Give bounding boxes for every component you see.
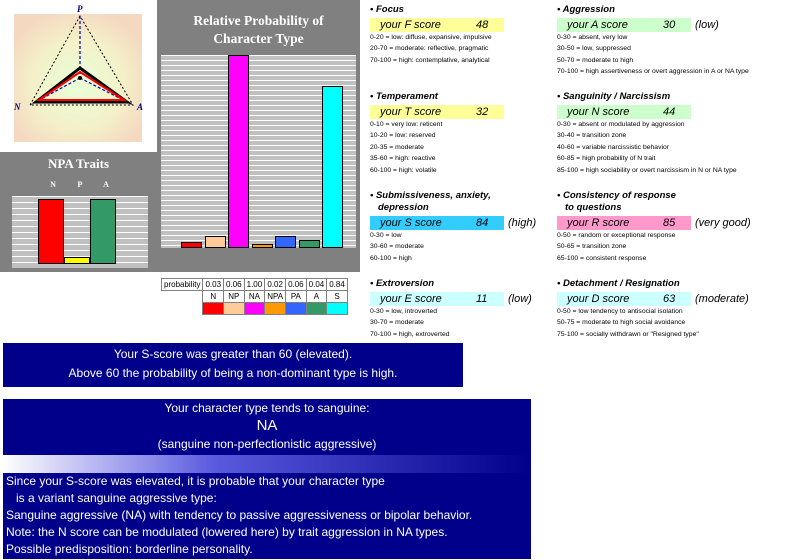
consistency-score-value: 85 <box>663 217 676 229</box>
type-label: NP <box>224 291 245 303</box>
prob-value: 0.06 <box>224 279 245 291</box>
focus-range: 0-20 = low: diffuse, expansive, impulsive <box>370 34 492 41</box>
bar-np <box>205 236 226 248</box>
type-color-swatch <box>244 303 265 315</box>
submissiveness-score-label: your S score <box>380 217 442 229</box>
interpretation-line: Since your S-score was elevated, it is probable that your character type <box>6 474 385 488</box>
sanguinity-block: • Sanguinity / Narcissism your N score 44 0-30 = absent or modulated by aggression 30-40 = transition zone 40-60 = variable narcissistic behavior 60-85 = high probability of N trait 85-100 = high sociability or overt narcissism in N or NA type <box>557 91 737 176</box>
sanguinity-range: 0-30 = absent or modulated by aggression <box>557 121 685 128</box>
submissiveness-block: • Submissiveness, anxiety, depression your S score 84 (high) 0-30 = low 30-60 = moderate 60-100 = high <box>370 190 504 264</box>
extroversion-heading: Extroversion <box>375 278 435 289</box>
npa-traits-plot <box>12 196 148 268</box>
relative-probability-title <box>157 12 360 48</box>
extroversion-score-label: your E score <box>380 293 442 305</box>
temperament-range: 10-20 = low: reserved <box>370 132 436 140</box>
extroversion-range: 30-70 = moderate <box>370 319 424 327</box>
aggression-range: 50-70 = moderate to high <box>557 56 634 64</box>
temperament-heading: Temperament <box>375 91 438 102</box>
submissiveness-heading: Submissiveness, anxiety, <box>375 190 491 201</box>
aggression-range: 30-50 = low, suppressed <box>557 45 631 53</box>
consistency-heading: Consistency of response <box>562 190 676 201</box>
type-row <box>162 291 348 303</box>
consistency-heading-line2: to questions <box>565 202 622 213</box>
interpretation-line: Possible predisposition: borderline personality. <box>6 542 253 556</box>
bar-n <box>181 242 202 248</box>
npa-triangle-panel <box>0 0 157 150</box>
aggression-score-note: (low) <box>695 19 719 31</box>
bar-s <box>322 86 343 248</box>
bar-a <box>299 240 320 248</box>
relative-probability-panel <box>157 0 360 272</box>
interpretation-line: Note: the N score can be modulated (lowered here) by trait aggression in NA types. <box>6 525 448 539</box>
type-label: A <box>306 291 327 303</box>
type-color-swatch <box>224 303 245 315</box>
s-score-result-box <box>3 343 463 387</box>
prob-value: 1.00 <box>244 279 265 291</box>
aggression-heading: Aggression <box>562 4 615 15</box>
npa-bar-a <box>90 199 116 264</box>
aggression-score-bar <box>557 18 719 32</box>
temperament-score-value: 32 <box>476 106 489 118</box>
sanguinity-score-label: your N score <box>567 106 630 118</box>
npa-triangle-chart <box>0 0 157 150</box>
submissiveness-score-value: 84 <box>476 217 489 229</box>
temperament-block: • Temperament your T score 32 0-10 = very low: reticent 10-20 = low: reserved 20-35 = moderate 35-60 = high: reactive 60-100 = high: volatile <box>370 91 504 176</box>
character-type-intro: Your character type tends to sanguine: <box>164 401 370 415</box>
submissiveness-range: 60-100 = high <box>370 254 412 262</box>
type-color-swatch <box>306 303 327 315</box>
interpretation-box <box>3 473 531 559</box>
temperament-range: 60-100 = high: volatile <box>370 166 437 174</box>
aggression-range: 70-100 = high assertiveness or overt aggression in A or NA type <box>557 68 749 76</box>
npa-traits-title: NPA Traits <box>47 156 110 171</box>
prob-value: 0.04 <box>306 279 327 291</box>
relative-probability-title-line1: Relative Probability of <box>193 13 324 28</box>
probability-table <box>161 278 348 315</box>
detachment-heading: Detachment / Resignation <box>562 278 680 289</box>
focus-score-bar <box>370 18 504 32</box>
prob-value: 0.02 <box>265 279 286 291</box>
focus-range: 70-100 = high: contemplative, analytical <box>370 56 490 64</box>
type-color-swatch <box>286 303 307 315</box>
extroversion-score-value: 11 <box>476 293 488 305</box>
type-color-swatch <box>327 303 348 315</box>
detachment-block: • Detachment / Resignation your D score 63 (moderate) 0-50 = low tendency to antisocial isolation 50-75 = moderate to high social avoidance 75-100 = socially withdrawn or "Resigned type" <box>557 278 699 340</box>
s-score-result-line1: Your S-score was greater than 60 (elevated). <box>113 347 353 361</box>
temperament-range: 20-35 = moderate <box>370 143 424 151</box>
detachment-range: 75-100 = socially withdrawn or "Resigned type" <box>557 330 699 338</box>
submissiveness-heading-line2: depression <box>378 202 429 213</box>
extroversion-score-bar <box>370 292 532 306</box>
gradient-divider <box>3 455 531 473</box>
extroversion-range: 70-100 = high, extroverted <box>370 330 450 338</box>
prob-value: 0.84 <box>327 279 348 291</box>
consistency-range: 0-50 = random or exceptional response <box>557 232 676 239</box>
detachment-range: 50-75 = moderate to high social avoidance <box>557 319 686 327</box>
npa-bar-n <box>38 199 64 264</box>
sanguinity-score-bar <box>557 105 691 119</box>
extroversion-range: 0-30 = low, introverted <box>370 308 438 315</box>
extroversion-block: • Extroversion your E score 11 (low) 0-30 = low, introverted 30-70 = moderate 70-100 = high, extroverted <box>370 278 504 340</box>
type-color-swatch <box>265 303 286 315</box>
color-row <box>162 303 348 315</box>
character-type-value: NA <box>256 417 278 434</box>
sanguinity-score-value: 44 <box>663 106 676 118</box>
focus-score-label: your F score <box>380 19 441 31</box>
n-vertex-label: N <box>14 102 21 112</box>
focus-score-value: 48 <box>476 19 489 31</box>
bar-pa <box>275 236 296 248</box>
interpretation-line: Sanguine aggressive (NA) with tendency to passive aggressiveness or bipolar behavior. <box>6 508 473 522</box>
probability-row-label: probability <box>162 279 203 291</box>
npa-label-p: P <box>77 180 83 189</box>
sanguinity-range: 85-100 = high sociability or overt narcissism in N or NA type <box>557 166 737 174</box>
focus-heading: Focus <box>375 4 404 15</box>
bar-npa <box>252 244 273 248</box>
npa-label-n: N <box>50 180 56 189</box>
character-type-description: (sanguine non-perfectionistic aggressive) <box>157 437 377 451</box>
temperament-range: 35-60 = high: reactive <box>370 155 436 163</box>
relative-probability-plot <box>161 55 356 248</box>
temperament-score-label: your T score <box>380 106 442 118</box>
sanguinity-range: 30-40 = transition zone <box>557 132 627 140</box>
extroversion-score-note: (low) <box>508 293 532 305</box>
submissiveness-score-note: (high) <box>508 217 537 229</box>
type-label: NA <box>244 291 265 303</box>
aggression-score-label: your A score <box>567 19 628 31</box>
detachment-score-note: (moderate) <box>695 293 749 305</box>
focus-block: • Focus your F score 48 0-20 = low: diffuse, expansive, impulsive 20-70 = moderate: reflective, pragmatic 70-100 = high: contemplative, analytical <box>370 4 504 66</box>
npa-label-a: A <box>103 180 109 189</box>
consistency-score-label: your R score <box>567 217 630 229</box>
submissiveness-score-bar <box>370 216 537 230</box>
temperament-range: 0-10 = very low: reticent <box>370 121 443 128</box>
type-label: S <box>327 291 348 303</box>
s-score-result-line2: Above 60 the probability of being a non-dominant type is high. <box>68 366 398 380</box>
a-vertex-label: A <box>137 102 144 112</box>
p-vertex-label: P <box>77 4 83 14</box>
bar-na <box>228 55 249 248</box>
aggression-score-value: 30 <box>663 19 676 31</box>
probability-row <box>162 279 348 291</box>
detachment-range: 0-50 = low tendency to antisocial isolation <box>557 308 683 315</box>
detachment-score-label: your D score <box>567 293 630 305</box>
detachment-score-value: 63 <box>663 293 676 305</box>
type-label: PA <box>286 291 307 303</box>
aggression-block: • Aggression your A score 30 (low) 0-30 = absent, very low 30-50 = low, suppressed 50-70 = moderate to high 70-100 = high assertiveness or overt aggression in A or NA type <box>557 4 749 78</box>
interpretation-line: is a variant sanguine aggressive type: <box>6 491 217 505</box>
sanguinity-heading: Sanguinity / Narcissism <box>562 91 671 102</box>
type-color-swatch <box>203 303 224 315</box>
sanguinity-range: 40-60 = variable narcissistic behavior <box>557 143 670 151</box>
type-label: NPA <box>265 291 286 303</box>
character-type-box <box>3 399 531 455</box>
submissiveness-range: 30-60 = moderate <box>370 243 424 251</box>
prob-value: 0.03 <box>203 279 224 291</box>
submissiveness-range: 0-30 = low <box>370 232 402 239</box>
consistency-range: 65-100 = consistent response <box>557 254 647 262</box>
aggression-range: 0-30 = absent, very low <box>557 34 628 41</box>
consistency-score-bar <box>557 216 751 230</box>
consistency-score-note: (very good) <box>695 217 751 229</box>
sanguinity-range: 60-85 = high probability of N trait <box>557 155 656 163</box>
prob-value: 0.06 <box>286 279 307 291</box>
temperament-score-bar <box>370 105 504 119</box>
npa-bar-p <box>64 257 90 264</box>
npa-traits-panel <box>0 152 157 272</box>
consistency-block: • Consistency of response to questions your R score 85 (very good) 0-50 = random or exceptional response 50-65 = transition zone 65-100 = consistent response <box>557 190 691 264</box>
focus-range: 20-70 = moderate: reflective, pragmatic <box>370 45 489 53</box>
consistency-range: 50-65 = transition zone <box>557 243 627 251</box>
relative-probability-title-line2: Character Type <box>213 31 304 46</box>
detachment-score-bar <box>557 292 749 306</box>
type-label: N <box>203 291 224 303</box>
